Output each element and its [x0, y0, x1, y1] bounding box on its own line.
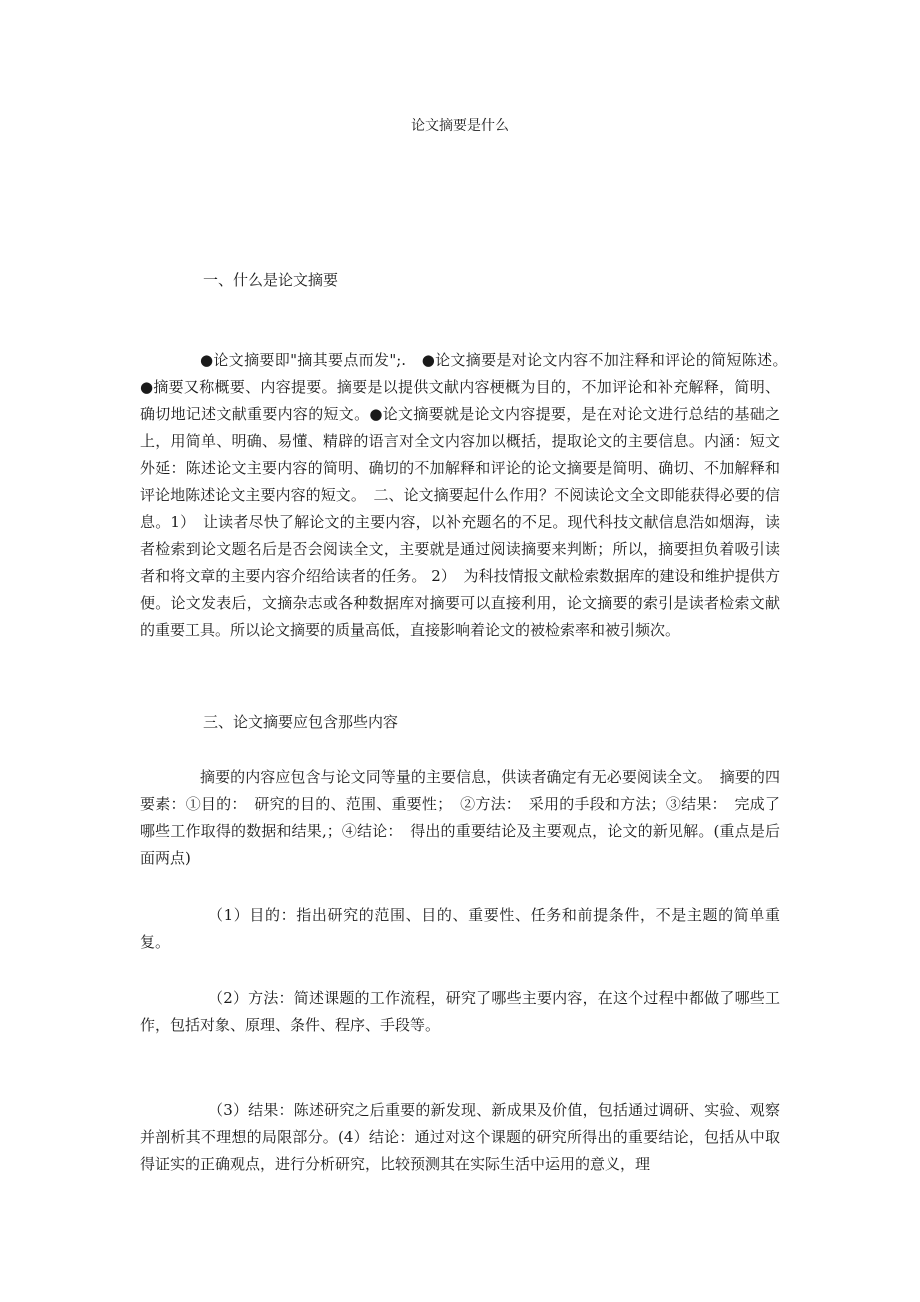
section-body-definition: ●论文摘要即"摘其要点而发";. ●论文摘要是对论文内容不加注释和评论的简短陈述。 ●摘要又称概要、内容提要。摘要是以提供文献内容梗概为目的，不加评论和补充解释，简明、确切地记述文献重要内容的短文。●论文摘要就是论文内容提要，是在对论文进行总结的基础之上，用简单、明确、易懂、精辟的语言对全文内容加以概括，提取论文的主要信息。内涵：短文外延：陈述论文主要内容的简明、确切的不加解释和评论的论文摘要是简明、确切、不加解释和评论地陈述论文主要内容的短文。 二、论文摘要起什么作用？不阅读论文全文即能获得必要的信息。1） 让读者尽快了解论文的主要内容，以补充题名的不足。现代科技文献信息浩如烟海，读者检索到论文题名后是否会阅读全文，主要就是通过阅读摘要来判断；所以，摘要担负着吸引读者和将文章的主要内容介绍给读者的任务。 2） 为科技情报文献检索数据库的建设和维护提供方便。论文发表后，文摘杂志或各种数据库对摘要可以直接利用，论文摘要的索引是读者检索文献的重要工具。所以论文摘要的质量高低，直接影响着论文的被检索率和被引频次。	[140, 351, 796, 639]
section-body-four-elements: 摘要的内容应包含与论文同等量的主要信息，供读者确定有无必要阅读全文。 摘要的四要素：①目的： 研究的目的、范围、重要性； ②方法： 采用的手段和方法；③结果： 完成了哪些工作取得的数据和结果,；④结论： 得出的重要结论及主要观点，论文的新见解。(重点是后面两点)	[140, 768, 780, 867]
section-heading-abstract-contents: 三、论文摘要应包含那些内容	[203, 713, 399, 731]
document-title: 论文摘要是什么	[411, 118, 509, 134]
section-heading-what-is-abstract: 一、什么是论文摘要	[203, 271, 339, 289]
list-item-results-conclusion: （3）结果：陈述研究之后重要的新发现、新成果及价值，包括通过调研、实验、观察并剖析其不理想的局限部分。(4）结论：通过对这个课题的研究所得出的重要结论，包括从中取得证实的正确观点，进行分析研究，比较预测其在实际生活中运用的意义，理	[140, 1101, 780, 1173]
list-item-method: （2）方法：简述课题的工作流程，研究了哪些主要内容，在这个过程中都做了哪些工作，包括对象、原理、条件、程序、手段等。	[140, 989, 780, 1034]
list-item-purpose: （1）目的：指出研究的范围、目的、重要性、任务和前提条件，不是主题的简单重复。	[140, 906, 780, 951]
